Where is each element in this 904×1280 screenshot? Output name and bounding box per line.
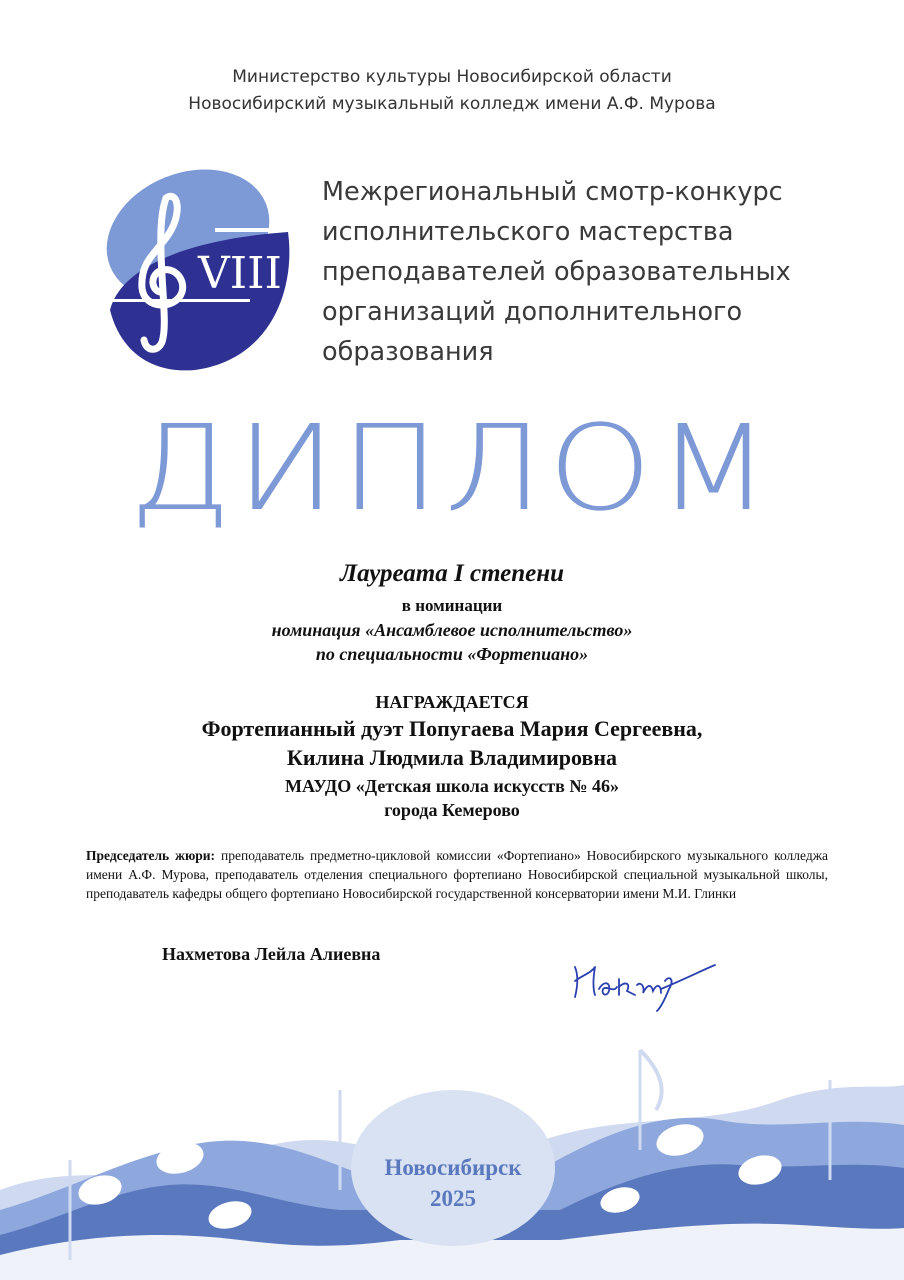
- college-name: Новосибирский музыкальный колледж имени А.Ф. Мурова: [188, 94, 716, 114]
- jury-label: Председатель жюри:: [86, 848, 216, 863]
- specialty-name: по специальности «Фортепиано»: [315, 644, 589, 664]
- logo-line-top: [215, 228, 290, 232]
- in-nomination-label: в номинации: [401, 596, 503, 615]
- signature-image: [565, 955, 725, 1015]
- contest-logo: [100, 160, 300, 375]
- contest-line: преподавателей образовательных: [322, 257, 791, 287]
- logo-line-bottom: [100, 299, 250, 302]
- jury-chair-name: Нахметова Лейла Алиевна: [162, 944, 381, 964]
- footer-year: 2025: [430, 1186, 476, 1211]
- contest-title: [322, 172, 882, 372]
- laureate-degree: Лауреата I степени: [339, 560, 565, 587]
- school-name: МАУДО «Детская школа искусств № 46»: [285, 776, 619, 796]
- contest-line: Межрегиональный смотр-конкурс: [322, 177, 783, 207]
- logo-numeral: VIII: [198, 248, 282, 299]
- note-flag: [640, 1050, 662, 1110]
- contest-line: организаций дополнительного: [322, 297, 743, 327]
- school-city: города Кемерово: [384, 800, 520, 820]
- footer-city-year: [352, 1152, 554, 1214]
- jury-chair-description: [86, 846, 828, 903]
- contest-line: образования: [322, 337, 494, 367]
- recipient-line-1: Фортепианный дуэт Попугаева Мария Сергеевна,: [201, 716, 703, 741]
- recipient-line-2: Килина Людмила Владимировна: [286, 745, 618, 770]
- contest-line: исполнительского мастерства: [322, 217, 734, 247]
- diploma-title: ДИПЛОМ: [128, 399, 776, 537]
- ministry-name: Министерство культуры Новосибирской области: [232, 67, 672, 87]
- nomination-name: номинация «Ансамблевое исполнительство»: [271, 620, 633, 640]
- footer-city: Новосибирск: [384, 1155, 522, 1180]
- awarded-label: НАГРАЖДАЕТСЯ: [375, 692, 529, 712]
- jury-text: преподаватель предметно-цикловой комиссии «Фортепиано» Новосибирского музыкального колледжа имени А.Ф. Мурова, преподаватель отделения специального фортепиано Новосибирской специальной музыкальной школы, преподаватель кафедры общего фортепиано Новосибирской государственной консерватории имени М.И. Глинки: [86, 848, 829, 901]
